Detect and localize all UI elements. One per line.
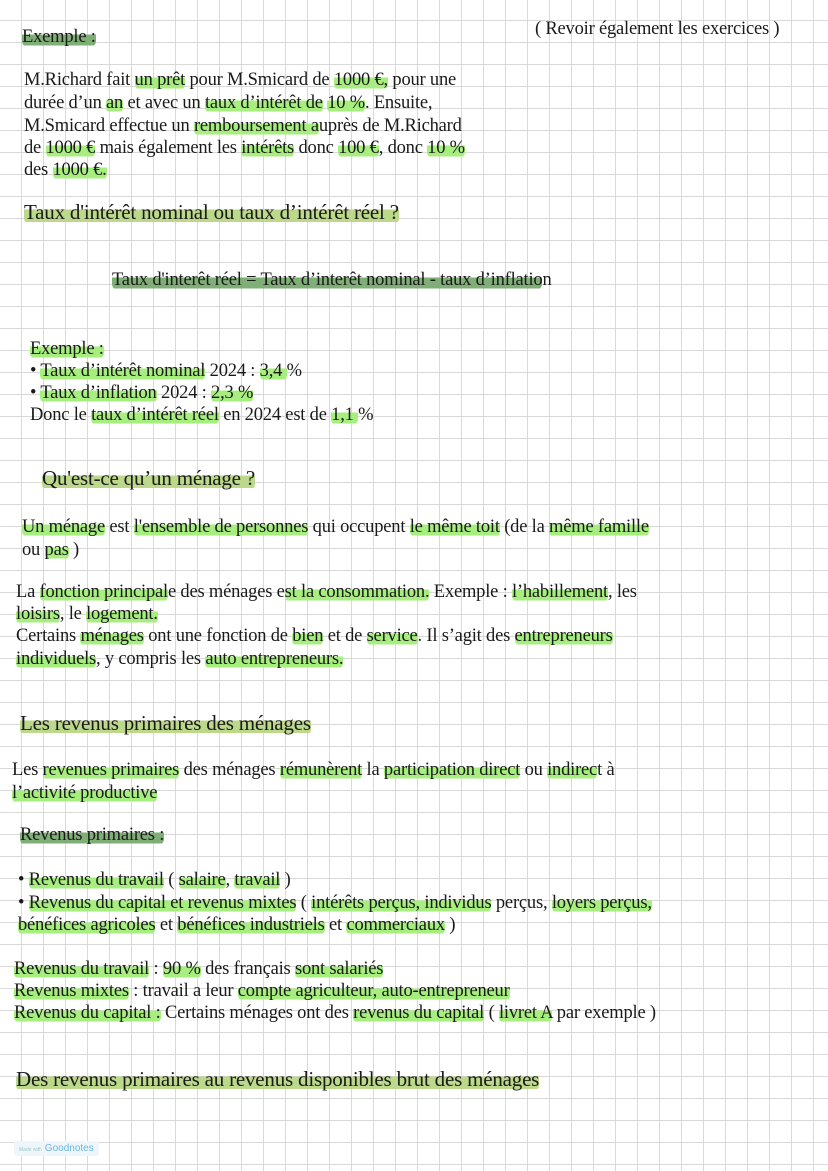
text-segment: perçus, [491,893,552,913]
highlighted-text: 1000 €, [333,70,388,90]
text-segment: de [24,138,46,158]
highlighted-text: livret A [498,1003,553,1023]
bullet-capital-income [18,892,652,914]
text-segment: des [24,160,53,180]
highlighted-text: ménages [80,626,144,646]
heading-household [42,466,255,490]
highlighted-text: Taux d'intérêt nominal ou taux d’intérêt réel ? [24,200,399,224]
bullet-inflation-rate [30,382,253,404]
highlighted-text: loisirs [16,604,60,624]
loan-paragraph-line [24,159,107,181]
highlighted-text: le même toit [409,517,500,537]
highlighted-text: bénéfices industriels [177,915,325,935]
primary-income-definition-line [12,782,157,804]
highlighted-text: Taux d’intérêt nominal [40,361,206,381]
goodnotes-badge [14,1141,99,1156]
text-segment: la [362,760,384,780]
household-function-line [16,603,158,625]
text-segment: ( [484,1003,499,1023]
real-rate-conclusion [30,404,373,426]
highlighted-text: pas [44,540,69,560]
text-segment: , y compris les [96,649,206,669]
text-segment: , [225,870,235,890]
highlighted-text: rémunèrent [279,760,363,780]
highlighted-text: bien [292,626,324,646]
heading-disposable-income [16,1067,539,1091]
text-segment: La [16,582,40,602]
highlighted-text: taux d’intérêt de [204,93,323,113]
highlighted-text: Revenus du travail [14,959,150,979]
household-definition-line [22,539,79,561]
text-segment: . Il s’agit des [417,626,515,646]
highlighted-text: intérêts perçus, individus [311,893,492,913]
highlighted-text: 90 % [162,959,201,979]
highlighted-text: 1,1 [331,405,359,425]
text-segment: ont une fonction de [143,626,293,646]
highlighted-text: Les revenus primaires des ménages [20,711,311,735]
highlighted-text: 1000 € [45,138,96,158]
highlighted-text: Revenus du capital : [14,1003,161,1023]
loan-paragraph-line [24,137,465,159]
text-segment: Certains ménages ont des [160,1003,354,1023]
text-segment: % [286,361,302,381]
household-function-line [16,625,613,647]
text-segment: • [30,383,41,403]
highlighted-text: salaire [178,870,226,890]
highlighted-text: l’activité productive [12,783,158,803]
text-segment: (de la [499,517,550,537]
bullet-labor-income [18,869,291,891]
highlighted-text: bénéfices agricoles [18,915,156,935]
highlighted-text: Revenus du capital et revenus mixtes [28,893,297,913]
highlighted-text: 2,3 % [211,383,254,403]
text-segment: des ménages [179,760,280,780]
loan-paragraph-line [24,115,462,137]
household-function-line [16,581,637,603]
labor-income-note [14,958,383,980]
text-segment: Certains [16,626,81,646]
highlighted-text: même famille [549,517,649,537]
primary-income-label [20,824,164,846]
highlighted-text: Qu'est-ce qu’un ménage ? [42,466,255,490]
heading-nominal-vs-real [24,200,399,224]
mixed-income-note [14,980,510,1002]
highlighted-text: logement. [86,604,158,624]
highlighted-text: 100 € [338,138,379,158]
highlighted-text: service [366,626,418,646]
highlighted-text: fonction principal [39,582,168,602]
highlighted-text: an [106,93,124,113]
text-segment: en 2024 est de [218,405,332,425]
text-segment: pour une [387,70,457,90]
text-segment: Donc le [30,405,92,425]
highlighted-text: 1000 €. [52,160,107,180]
example-label [22,26,96,48]
text-segment: et de [323,626,367,646]
household-function-line [16,648,343,670]
highlighted-text: revenues primaires [42,760,180,780]
highlighted-text: Des revenus primaires au revenus disponibles brut des ménages [16,1067,540,1091]
highlighted-text: Exemple : [30,339,104,359]
highlighted-text: indirec [547,760,598,780]
badge-prefix: Made with [19,1147,42,1153]
top-right-note: ( Revoir également les exercices ) [535,19,780,39]
highlighted-text: l’habillement [511,582,608,602]
example-label [30,338,104,360]
text-segment: ) [444,915,456,935]
text-segment: qui occupent [308,517,410,537]
text-segment: 2024 : [156,383,212,403]
heading-primary-income [20,711,311,735]
highlighted-text: Exemple : [22,27,96,47]
text-segment: : [149,959,163,979]
highlighted-text: Taux d'interêt réel = Taux d’interêt nominal - taux d’inflatio [112,270,543,290]
text-segment: donc [294,138,339,158]
capital-income-note [14,1002,656,1024]
text-segment: M.Smicard effectue un [24,116,194,136]
highlighted-text: 10 % [427,138,465,158]
text-segment: • [18,893,29,913]
text-segment: • [30,361,41,381]
highlighted-text: Taux d’inflation [40,383,157,403]
text-segment: ) [68,540,79,560]
bullet-nominal-rate [30,360,302,382]
text-segment: t à [597,760,615,780]
formula-real-rate [112,269,552,291]
text-segment: . Ensuite, [364,93,433,113]
highlighted-text: auto entrepreneurs. [205,649,344,669]
bullet-capital-income-cont [18,914,455,936]
text-segment: , le [59,604,87,624]
loan-paragraph-line [24,69,456,91]
highlighted-text: Un ménage [22,517,105,537]
text-segment: 2024 : [205,361,260,381]
text-segment: ( [296,893,312,913]
text-segment: M.Richard fait [24,70,135,90]
text-segment: des français [200,959,295,979]
highlighted-text: Revenus du travail [28,870,164,890]
highlighted-text: intérêts [241,138,295,158]
highlighted-text: Revenus primaires : [20,825,165,845]
text-segment: et [155,915,178,935]
text-segment: par exemple ) [552,1003,656,1023]
text-segment: n [542,270,552,290]
highlighted-text: 10 % [327,93,365,113]
text-segment: ( [163,870,179,890]
text-segment: et [324,915,347,935]
text-segment: , donc [378,138,428,158]
text-segment: e des ménages e [167,582,285,602]
highlighted-text: commerciaux [346,915,445,935]
text-segment: ) [280,870,291,890]
highlighted-text: remboursement a [193,116,319,136]
text-segment: Exemple : [429,582,512,602]
text-segment: uprès de M.Richard [318,116,462,136]
primary-income-definition-line [12,759,614,781]
highlighted-text: entrepreneurs [514,626,613,646]
highlighted-text: l'ensemble de personnes [133,517,309,537]
highlighted-text: 3,4 [259,361,287,381]
highlighted-text: taux d’intérêt réel [91,405,219,425]
highlighted-text: revenus du capital [353,1003,485,1023]
text-segment: : travail a leur [128,981,238,1001]
text-segment: mais également les [95,138,242,158]
highlighted-text: travail [234,870,281,890]
text-segment: pour M.Smicard de [185,70,334,90]
highlighted-text: compte agriculteur, auto-entrepreneur [237,981,510,1001]
highlighted-text: individuels [16,649,97,669]
loan-paragraph-line [24,92,432,114]
highlighted-text: loyers perçus, [551,893,652,913]
highlighted-text: participation direct [383,760,521,780]
text-segment: est [104,517,134,537]
highlighted-text: un prêt [134,70,186,90]
highlighted-text: st la consommation. [284,582,430,602]
text-segment: durée d’un [24,93,107,113]
text-segment: , les [608,582,637,602]
text-segment: • [18,870,29,890]
text-segment: ou [22,540,45,560]
text-segment: % [358,405,374,425]
highlighted-text: Revenus mixtes [14,981,129,1001]
household-definition-line [22,516,649,538]
highlighted-text: sont salariés [294,959,384,979]
badge-brand: Goodnotes [44,1143,94,1154]
text-segment: Les [12,760,43,780]
text-segment: et avec un [123,93,205,113]
text-segment: ou [520,760,548,780]
